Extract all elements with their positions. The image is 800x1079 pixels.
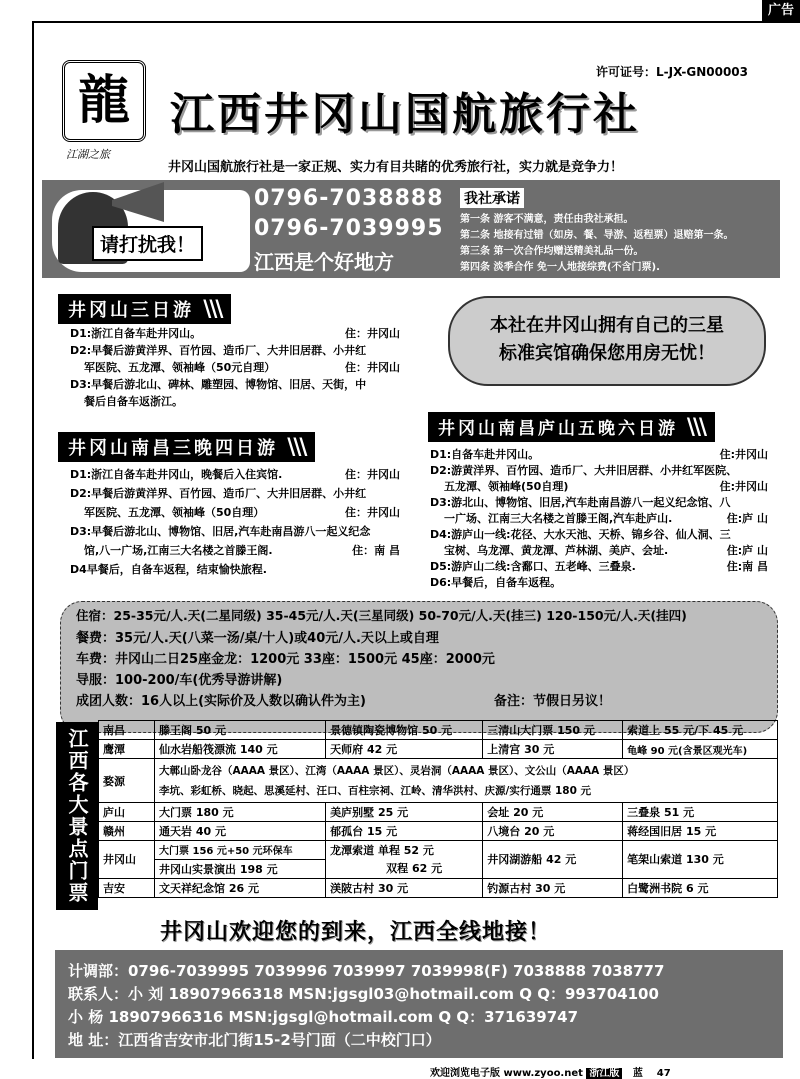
ticket-cell: 渼陂古村 30 元 bbox=[326, 878, 483, 897]
ticket-line: 李坑、彩虹桥、晓起、思溪延村、汪口、百柱宗祠、江岭、清华洪村、庆源/实行通票 180 元 bbox=[159, 784, 592, 797]
table-row bbox=[99, 759, 778, 803]
price-transport: 车费：井冈山二日25座金龙：1200元 33座：1500元 45座：2000元 bbox=[76, 652, 495, 667]
ticket-cell: 会址 20 元 bbox=[483, 803, 623, 822]
tour1-itinerary bbox=[70, 325, 400, 410]
itinerary-line bbox=[70, 561, 400, 580]
remark: 备注：节假日另议！ bbox=[494, 694, 612, 709]
itinerary-text: D3:早餐后游北山、碑林、雕塑园、博物馆、旧居、天街，中 bbox=[70, 378, 367, 391]
tour1-title: 井冈山三日游 bbox=[68, 300, 194, 321]
itinerary-text: 军医院、五龙潭、领袖峰（50自理） bbox=[84, 506, 265, 519]
hotline-phone-2[interactable]: 0796-7039995 bbox=[254, 216, 444, 241]
itinerary-line bbox=[70, 376, 400, 393]
stay-location: 住：南 昌 bbox=[352, 544, 400, 557]
itinerary-line bbox=[70, 485, 400, 504]
tour3-header bbox=[428, 412, 715, 442]
stay-location: 住:庐 山 bbox=[726, 512, 768, 525]
city-cell: 吉安 bbox=[99, 878, 155, 897]
logo-caption: 江湖之旅 bbox=[66, 148, 110, 161]
city-cell: 庐山 bbox=[99, 803, 155, 822]
address: 地 址：江西省吉安市北门街15-2号门面（二中校门口） bbox=[68, 1031, 441, 1049]
ticket-cell: 钓源古村 30 元 bbox=[483, 878, 623, 897]
tickets-title: 江西各大景点门票 bbox=[56, 722, 98, 910]
dispatch-phones: 计调部：0796-7039995 7039996 7039997 7039998(F) 7038888 7038777 bbox=[68, 962, 665, 980]
stay-location: 住：井冈山 bbox=[345, 327, 400, 340]
ticket-cell: 双程 62 元 bbox=[326, 859, 483, 878]
tickets-table bbox=[98, 720, 778, 898]
itinerary-text: D1:自备车赴井冈山。 bbox=[430, 448, 540, 461]
stay-location: 住:井冈山 bbox=[719, 448, 768, 461]
page-number: 47 bbox=[656, 1068, 671, 1079]
itinerary-text: D2:游黄洋界、百竹园、造币厂、大井旧居群、小井红军医院、 bbox=[430, 464, 738, 477]
stripes-icon: \\\ bbox=[287, 434, 306, 460]
itinerary-text: 餐后自备车返浙江。 bbox=[84, 395, 183, 408]
itinerary-text: D6:早餐后，自备车返程。 bbox=[430, 576, 562, 589]
group-size: 成团人数：16人以上(实际价及人数以确认件为主) bbox=[76, 694, 366, 709]
itinerary-line bbox=[430, 446, 768, 462]
city-cell: 鹰潭 bbox=[99, 740, 155, 759]
itinerary-text: D1:浙江自备车赴井冈山，晚餐后入住宾馆. bbox=[70, 468, 283, 481]
hotel-note-line: 标准宾馆确保您用房无忧！ bbox=[499, 343, 715, 364]
promise-item: 第一条 游客不满意，责任由我社承担。 bbox=[460, 214, 634, 225]
itinerary-text: D2:早餐后游黄洋界、百竹园、造币厂、大井旧居群、小井红 bbox=[70, 487, 367, 500]
ticket-cell: 井冈湖游船 42 元 bbox=[483, 841, 623, 879]
tour3-itinerary bbox=[430, 446, 768, 590]
itinerary-text: D2:早餐后游黄洋界、百竹园、造币厂、大井旧居群、小井红 bbox=[70, 344, 367, 357]
itinerary-text: 一广场、江南三大名楼之首滕王阁,汽车赴庐山. bbox=[444, 512, 673, 525]
itinerary-line bbox=[70, 523, 400, 542]
website-link[interactable]: 欢迎浏览电子版 www.zyoo.net bbox=[430, 1068, 583, 1079]
stay-location: 住：井冈山 bbox=[345, 506, 400, 519]
itinerary-text: D1:浙江自备车赴井冈山。 bbox=[70, 327, 202, 340]
city-cell: 南昌 bbox=[99, 721, 155, 740]
stripes-icon: \\\ bbox=[203, 296, 222, 322]
city-cell: 赣州 bbox=[99, 822, 155, 841]
table-row bbox=[99, 803, 778, 822]
ticket-cell: 美庐别墅 25 元 bbox=[326, 803, 483, 822]
promise-item: 第四条 淡季合作 免一人地接综费(不含门票). bbox=[460, 262, 660, 273]
license-number: 许可证号：L-JX-GN00003 bbox=[596, 65, 748, 79]
tour3-title: 井冈山南昌庐山五晚六日游 bbox=[438, 419, 678, 439]
table-row bbox=[99, 740, 778, 759]
itinerary-text: D5:游庐山二线:含鄱口、五老峰、三叠泉. bbox=[430, 560, 636, 573]
tour2-header bbox=[58, 432, 315, 462]
itinerary-line bbox=[70, 542, 400, 561]
contact-liu: 联系人：小 刘 18907966318 MSN:jgsgl03@hotmail.com Q Q：993704100 bbox=[68, 985, 659, 1003]
itinerary-line bbox=[430, 558, 768, 574]
itinerary-text: D3:游北山、博物馆、旧居,汽车赴南昌游八一起义纪念馆、八 bbox=[430, 496, 731, 509]
call-me-label: 请打扰我！ bbox=[92, 226, 203, 261]
itinerary-line bbox=[430, 542, 768, 558]
itinerary-line bbox=[430, 462, 768, 478]
ticket-cell: 大门票 180 元 bbox=[155, 803, 326, 822]
itinerary-line bbox=[70, 342, 400, 359]
region-badge: 浙江版 bbox=[586, 1068, 622, 1079]
ticket-cell: 龙潭索道 单程 52 元 bbox=[326, 841, 483, 860]
itinerary-line bbox=[70, 325, 400, 342]
motto: 江西是个好地方 bbox=[254, 250, 394, 274]
promise-item: 第二条 地接有过错（如房、餐、导游、返程票）退赔第一条。 bbox=[460, 230, 734, 241]
itinerary-text: D4早餐后，自备车返程，结束愉快旅程. bbox=[70, 563, 267, 576]
itinerary-line bbox=[70, 393, 400, 410]
stay-location: 住:井冈山 bbox=[719, 480, 768, 493]
ticket-line: 大鄣山卧龙谷（AAAA 景区）、江湾（AAAA 景区）、灵岩洞（AAAA 景区）、文公山（AAAA 景区） bbox=[159, 764, 635, 777]
slogan: 井冈山国航旅行社是一家正规、实力有目共睹的优秀旅行社，实力就是竞争力！ bbox=[168, 160, 624, 175]
hotline-phone-1[interactable]: 0796-7038888 bbox=[254, 186, 444, 211]
itinerary-text: 军医院、五龙潭、领袖峰（50元自理） bbox=[84, 361, 276, 374]
price-meals: 餐费：35元/人.天(八菜一汤/桌/十人)或40元/人.天以上或自理 bbox=[76, 631, 439, 646]
ticket-cell: 天师府 42 元 bbox=[326, 740, 483, 759]
itinerary-line bbox=[430, 510, 768, 526]
table-row bbox=[99, 841, 778, 860]
itinerary-text: 馆,八一广场,江南三大名楼之首滕王阁. bbox=[84, 544, 273, 557]
ticket-cell: 大门票 156 元+50 元环保车 bbox=[155, 841, 326, 860]
itinerary-line bbox=[430, 478, 768, 494]
itinerary-line bbox=[70, 466, 400, 485]
stay-location: 住:南 昌 bbox=[726, 560, 768, 573]
ticket-cell: 三清山大门票 150 元 bbox=[483, 721, 623, 740]
itinerary-text: 宝树、乌龙潭、黄龙潭、芦林湖、美庐、会址. bbox=[444, 544, 669, 557]
section-label: 蓝 bbox=[632, 1068, 643, 1079]
ticket-cell: 上清宫 30 元 bbox=[483, 740, 623, 759]
ticket-cell: 通天岩 40 元 bbox=[155, 822, 326, 841]
contact-yang: 小 杨 18907966316 MSN:jgsgl@hotmail.com Q Q：371639747 bbox=[68, 1008, 579, 1026]
table-row bbox=[99, 822, 778, 841]
welcome-banner: 井冈山欢迎您的到来，江西全线地接！ bbox=[160, 920, 552, 945]
ticket-cell bbox=[155, 759, 778, 803]
itinerary-line bbox=[70, 359, 400, 376]
price-guide: 导服：100-200/车(优秀导游讲解) bbox=[76, 673, 283, 688]
itinerary-line bbox=[430, 574, 768, 590]
promise-item: 第三条 第一次合作均赠送精美礼品一份。 bbox=[460, 246, 644, 257]
city-cell: 井冈山 bbox=[99, 841, 155, 879]
tour1-header bbox=[58, 294, 231, 324]
ticket-cell: 八境台 20 元 bbox=[483, 822, 623, 841]
itinerary-text: D4:游庐山一线:花径、大水天池、天桥、锦乡谷、仙人洞、三 bbox=[430, 528, 731, 541]
ticket-cell: 滕王阁 50 元 bbox=[155, 721, 326, 740]
stay-location: 住：井冈山 bbox=[345, 468, 400, 481]
tour2-itinerary bbox=[70, 466, 400, 580]
ticket-cell: 龟峰 90 元(含景区观光车) bbox=[623, 740, 778, 759]
price-lodging: 住宿：25-35元/人.天(二星同级) 35-45元/人.天(三星同级) 50-70元/人.天(挂三) 120-150元/人.天(挂四) bbox=[76, 608, 687, 623]
ticket-cell: 蒋经国旧居 15 元 bbox=[623, 822, 778, 841]
tour2-title: 井冈山南昌三晚四日游 bbox=[68, 438, 278, 459]
ad-tab: 广告 bbox=[762, 0, 800, 22]
page-footer bbox=[430, 1064, 671, 1079]
ticket-cell: 仙水岩船筏漂流 140 元 bbox=[155, 740, 326, 759]
ticket-cell: 索道上 55 元/下 45 元 bbox=[623, 721, 778, 740]
table-row bbox=[99, 878, 778, 897]
ticket-cell: 笔架山索道 130 元 bbox=[623, 841, 778, 879]
ticket-cell: 郁孤台 15 元 bbox=[326, 822, 483, 841]
stay-location: 住：井冈山 bbox=[345, 361, 400, 374]
stripes-icon: \\\ bbox=[686, 414, 706, 440]
hotel-note-line: 本社在井冈山拥有自己的三星 bbox=[490, 315, 724, 336]
ticket-cell: 井冈山实景演出 198 元 bbox=[155, 859, 326, 878]
hotel-note bbox=[448, 296, 766, 386]
ticket-cell: 三叠泉 51 元 bbox=[623, 803, 778, 822]
itinerary-text: D3:早餐后游北山、博物馆、旧居,汽车赴南昌游八一起义纪念 bbox=[70, 525, 371, 538]
table-row bbox=[99, 721, 778, 740]
company-title: 江西井冈山国航旅行社 bbox=[170, 89, 640, 140]
itinerary-text: 五龙潭、领袖峰(50自理) bbox=[444, 480, 569, 493]
itinerary-line bbox=[430, 494, 768, 510]
stay-location: 住:庐 山 bbox=[726, 544, 768, 557]
itinerary-line bbox=[70, 504, 400, 523]
dragon-logo: 龍 bbox=[62, 60, 146, 142]
city-cell: 婺源 bbox=[99, 759, 155, 803]
ticket-cell: 白鹭洲书院 6 元 bbox=[623, 878, 778, 897]
ticket-cell: 文天祥纪念馆 26 元 bbox=[155, 878, 326, 897]
promise-title: 我社承诺 bbox=[460, 188, 524, 208]
itinerary-line bbox=[430, 526, 768, 542]
ticket-cell: 景德镇陶瓷博物馆 50 元 bbox=[326, 721, 483, 740]
